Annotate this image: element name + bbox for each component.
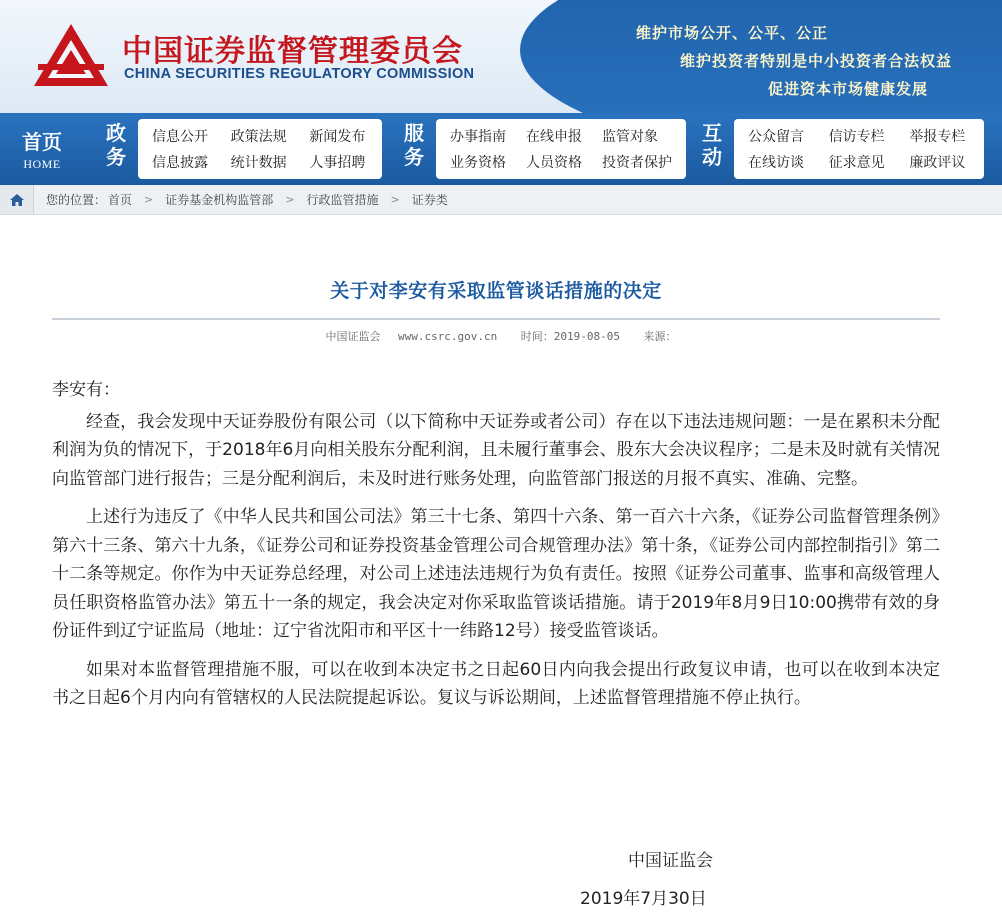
site-header: [0, 0, 1002, 113]
nav-section-title-zhengwu: 政务: [106, 121, 126, 169]
nav-section-hudong: [734, 119, 984, 179]
nav-link[interactable]: 征求意见: [828, 155, 885, 171]
article-meta: [52, 328, 940, 344]
source-url: www.csrc.gov.cn: [397, 330, 498, 343]
nav-link[interactable]: 新闻发布: [309, 129, 366, 145]
home-icon[interactable]: [0, 185, 34, 214]
nav-link[interactable]: 办事指南: [450, 129, 506, 145]
article-title: 关于对李安有采取监管谈话措施的决定: [330, 280, 662, 302]
slogan-3: 促进资本市场健康发展: [768, 80, 929, 98]
home-label-en: HOME: [23, 157, 61, 171]
chevron-right-icon: >: [285, 193, 295, 206]
breadcrumb-item[interactable]: 行政监管措施: [306, 193, 379, 207]
nav-section-title-hudong: 互动: [702, 121, 722, 169]
breadcrumb-item[interactable]: 首页: [108, 193, 133, 207]
publish-date: 2019-08-05: [553, 330, 621, 343]
signature-date: 2019年7月30日: [580, 889, 707, 909]
nav-link[interactable]: 举报专栏: [909, 129, 966, 145]
nav-link[interactable]: 人事招聘: [309, 155, 366, 171]
home-label-cn: 首页: [22, 130, 62, 154]
nav-link[interactable]: 廉政评议: [909, 155, 966, 171]
time-label: 时间：: [520, 330, 554, 343]
source-label: 中国证监会: [325, 330, 381, 343]
nav-link[interactable]: 政策法规: [230, 129, 287, 145]
paragraph: 经查，我会发现中天证券股份有限公司（以下简称中天证券或者公司）存在以下违法违规问题：一是在累积未分配利润为负的情况下，于2018年6月向相关股东分配利润，且未履行董事会、股东大会决议程序；二是未及时就有关情况向监管部门进行报告；三是分配利润后，未及时进行账务处理，向监管部门报送的月报不真实、准确、完整。: [52, 411, 940, 489]
home-button[interactable]: [6, 118, 78, 180]
org-name-cn: 中国证券监督管理委员会: [122, 34, 463, 69]
breadcrumb: [0, 185, 1002, 215]
breadcrumb-item[interactable]: 证券基金机构监管部: [165, 193, 274, 207]
nav-link[interactable]: 在线访谈: [748, 155, 804, 171]
nav-link[interactable]: 投资者保护: [602, 155, 672, 171]
breadcrumb-label: 您的位置：: [46, 193, 107, 207]
nav-link[interactable]: 监管对象: [602, 129, 658, 145]
nav-link[interactable]: 信息披露: [152, 155, 208, 171]
origin-label: 来源：: [643, 330, 677, 343]
slogan-1: 维护市场公开、公平、公正: [636, 24, 829, 42]
csrc-logo-icon[interactable]: [32, 20, 110, 90]
signature-org: 中国证监会: [628, 851, 713, 871]
main-nav: [0, 113, 1002, 185]
nav-link[interactable]: 业务资格: [450, 155, 506, 171]
nav-link[interactable]: 在线申报: [526, 129, 582, 145]
nav-section-fuwu: [436, 119, 686, 179]
slogan-2: 维护投资者特别是中小投资者合法权益: [680, 52, 953, 70]
nav-link[interactable]: 公众留言: [748, 129, 804, 145]
nav-link[interactable]: 人员资格: [526, 155, 582, 171]
paragraph: 上述行为违反了《中华人民共和国公司法》第三十七条、第四十六条、第一百六十六条，《证券公司监督管理条例》第六十三条、第六十九条，《证券公司和证券投资基金管理公司合规管理办法》第十条，《证券公司内部控制指引》第二十二条等规定。你作为中天证券总经理，对公司上述违法违规行为负有责任。按照《证券公司董事、监事和高级管理人员任职资格监管办法》第五十一条的规定，我会决定对你采取监管谈话措施。请于2019年8月9日10:00携带有效的身份证件到辽宁证监局（地址：辽宁省沈阳市和平区十一纬路12号）接受监管谈话。: [52, 507, 940, 641]
nav-link[interactable]: 统计数据: [230, 155, 287, 171]
org-name-en: CHINA SECURITIES REGULATORY COMMISSION: [124, 66, 475, 82]
nav-section-zhengwu: [138, 119, 382, 179]
chevron-right-icon: >: [144, 193, 154, 206]
breadcrumb-item[interactable]: 证券类: [411, 193, 448, 207]
nav-link[interactable]: 信访专栏: [828, 129, 885, 145]
paragraph: 如果对本监督管理措施不服，可以在收到本决定书之日起60日内向我会提出行政复议申请，也可以在收到本决定书之日起6个月内向有管辖权的人民法院提起诉讼。复议与诉讼期间，上述监督管理措施不停止执行。: [52, 659, 940, 708]
chevron-right-icon: >: [390, 193, 400, 206]
salutation: 李安有：: [52, 380, 120, 400]
article-body: [52, 376, 940, 723]
nav-section-title-fuwu: 服务: [404, 121, 424, 169]
nav-link[interactable]: 信息公开: [152, 129, 208, 145]
title-divider: [52, 318, 940, 320]
